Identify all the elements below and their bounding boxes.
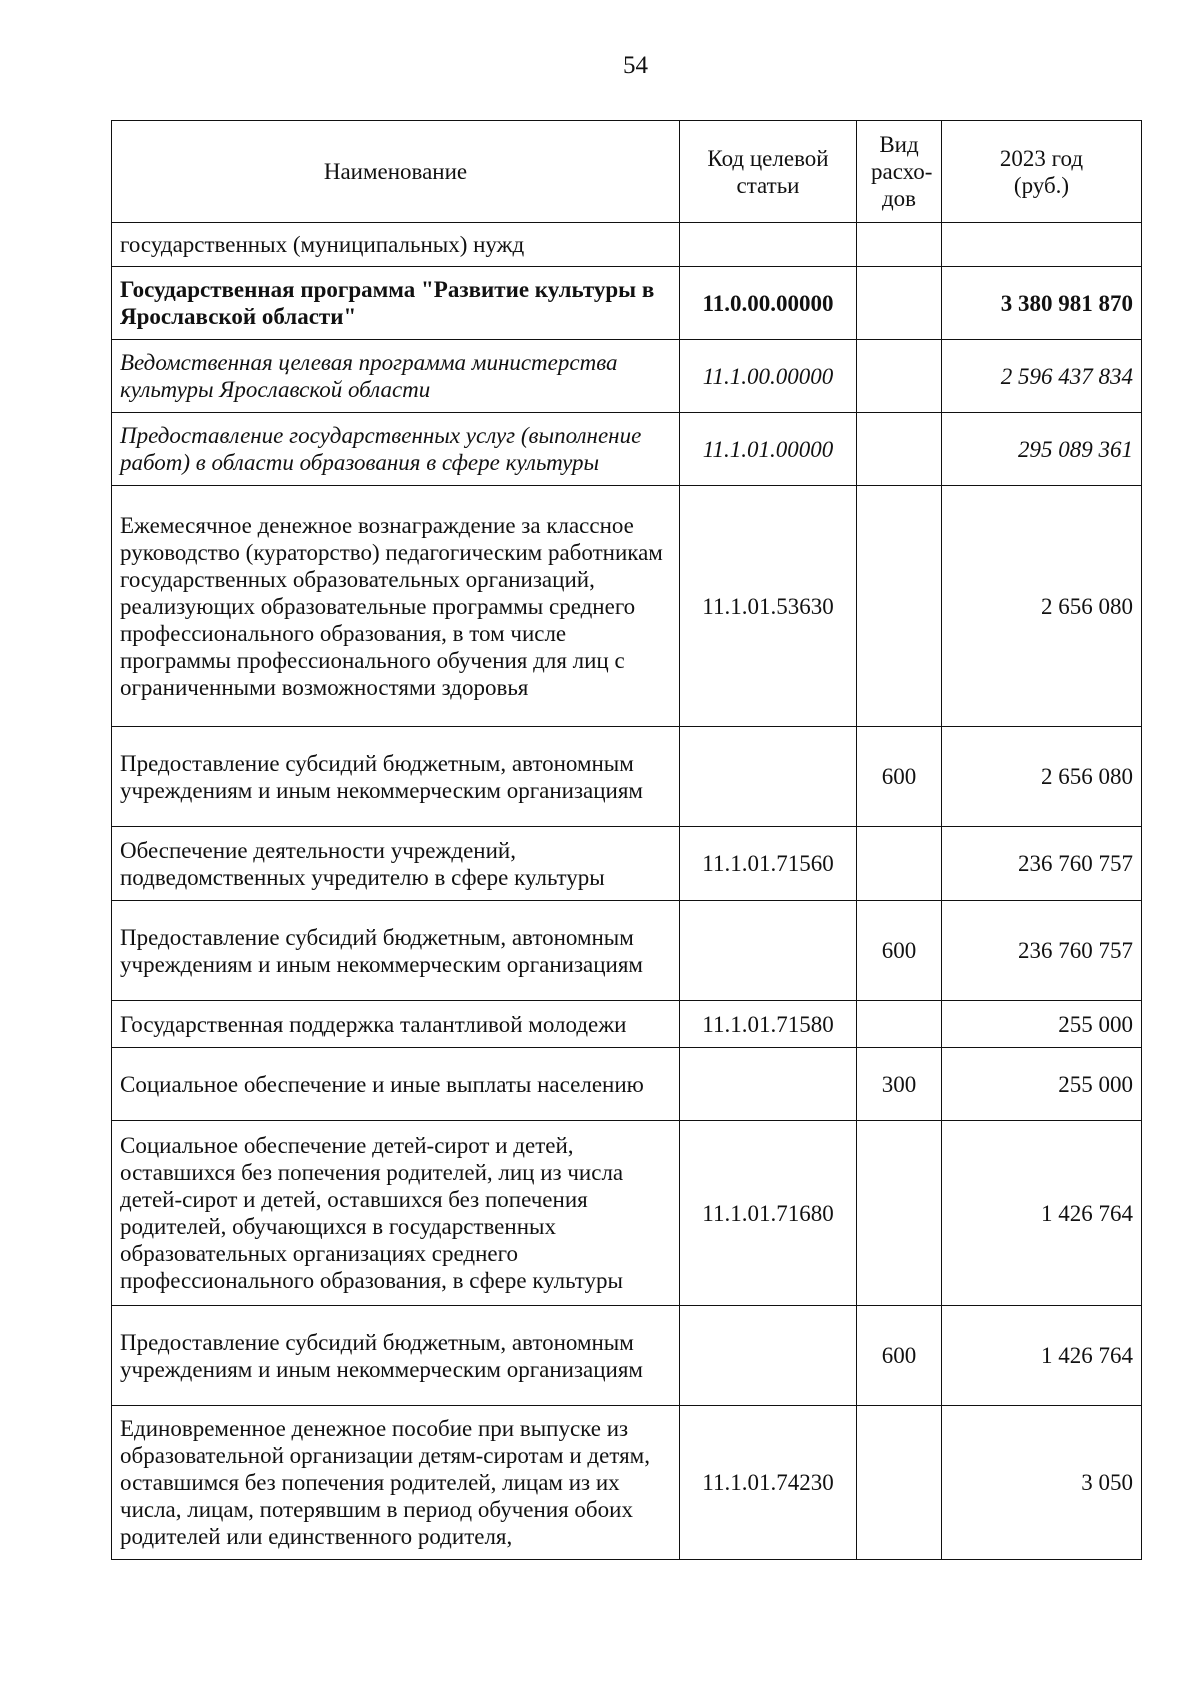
row-name: Социальное обеспечение и иные выплаты населению (112, 1048, 680, 1121)
row-code: 11.1.01.53630 (680, 486, 857, 727)
header-name: Наименование (112, 121, 680, 223)
row-amount: 2 656 080 (942, 486, 1142, 727)
row-expense-type (857, 827, 942, 901)
budget-table (111, 120, 1142, 1560)
table-row (112, 1306, 1142, 1406)
row-expense-type (857, 340, 942, 413)
table-row (112, 1121, 1142, 1306)
row-name: государственных (муниципальных) нужд (112, 223, 680, 267)
row-code: 11.1.01.74230 (680, 1406, 857, 1560)
table-header-row (112, 121, 1142, 223)
row-amount: 236 760 757 (942, 827, 1142, 901)
row-name: Ведомственная целевая программа министерства культуры Ярославской области (112, 340, 680, 413)
table-row (112, 1048, 1142, 1121)
row-code (680, 223, 857, 267)
row-name: Предоставление государственных услуг (выполнение работ) в области образования в сфере культуры (112, 413, 680, 486)
row-amount (942, 223, 1142, 267)
row-amount: 1 426 764 (942, 1121, 1142, 1306)
row-expense-type: 300 (857, 1048, 942, 1121)
row-amount: 255 000 (942, 1048, 1142, 1121)
table-row (112, 1406, 1142, 1560)
header-code: Код целевой статьи (680, 121, 857, 223)
row-expense-type: 600 (857, 727, 942, 827)
row-amount: 1 426 764 (942, 1306, 1142, 1406)
row-amount: 255 000 (942, 1001, 1142, 1048)
row-name: Единовременное денежное пособие при выпуске из образовательной организации детям-сиротам и детям, оставшимся без попечения родителей, лицам из их числа, лицам, потерявшим в период обучения обоих родителей или единственного родителя, (112, 1406, 680, 1560)
row-expense-type: 600 (857, 901, 942, 1001)
row-code: 11.0.00.00000 (680, 267, 857, 340)
row-amount: 3 380 981 870 (942, 267, 1142, 340)
row-expense-type (857, 413, 942, 486)
row-code (680, 1048, 857, 1121)
row-code: 11.1.01.71680 (680, 1121, 857, 1306)
row-code (680, 727, 857, 827)
row-code: 11.1.01.00000 (680, 413, 857, 486)
table-row (112, 1001, 1142, 1048)
row-expense-type (857, 1121, 942, 1306)
table-row (112, 827, 1142, 901)
row-code (680, 1306, 857, 1406)
row-code: 11.1.01.71580 (680, 1001, 857, 1048)
row-code: 11.1.00.00000 (680, 340, 857, 413)
row-name: Предоставление субсидий бюджетным, автономным учреждениям и иным некоммерческим организациям (112, 901, 680, 1001)
row-name: Предоставление субсидий бюджетным, автономным учреждениям и иным некоммерческим организациям (112, 1306, 680, 1406)
row-expense-type (857, 223, 942, 267)
row-amount: 2 656 080 (942, 727, 1142, 827)
row-name: Государственная программа "Развитие культуры в Ярославской области" (112, 267, 680, 340)
row-name: Обеспечение деятельности учреждений, подведомственных учредителю в сфере культуры (112, 827, 680, 901)
row-amount: 3 050 (942, 1406, 1142, 1560)
row-expense-type: 600 (857, 1306, 942, 1406)
table-row (112, 340, 1142, 413)
row-name: Государственная поддержка талантливой молодежи (112, 1001, 680, 1048)
row-name: Предоставление субсидий бюджетным, автономным учреждениям и иным некоммерческим организациям (112, 727, 680, 827)
row-name: Социальное обеспечение детей-сирот и детей, оставшихся без попечения родителей, лиц из числа детей-сирот и детей, оставшихся без попечения родителей, обучающихся в государственных образовательных организациях среднего профессионального образования, в сфере культуры (112, 1121, 680, 1306)
table-row (112, 486, 1142, 727)
row-name: Ежемесячное денежное вознаграждение за классное руководство (кураторство) педагогическим работникам государственных образовательных организаций, реализующих образовательные программы среднего профессионального образования, в том числе программы профессионального обучения для лиц с ограниченными возможностями здоровья (112, 486, 680, 727)
table-row (112, 413, 1142, 486)
table-row (112, 223, 1142, 267)
row-amount: 2 596 437 834 (942, 340, 1142, 413)
header-type: Вид расхо-дов (857, 121, 942, 223)
row-amount: 236 760 757 (942, 901, 1142, 1001)
row-code (680, 901, 857, 1001)
page-number: 54 (623, 52, 648, 79)
row-expense-type (857, 1406, 942, 1560)
row-code: 11.1.01.71560 (680, 827, 857, 901)
header-amount: 2023 год (руб.) (942, 121, 1142, 223)
table-row (112, 901, 1142, 1001)
table-row (112, 267, 1142, 340)
row-amount: 295 089 361 (942, 413, 1142, 486)
table-row (112, 727, 1142, 827)
row-expense-type (857, 1001, 942, 1048)
row-expense-type (857, 486, 942, 727)
row-expense-type (857, 267, 942, 340)
